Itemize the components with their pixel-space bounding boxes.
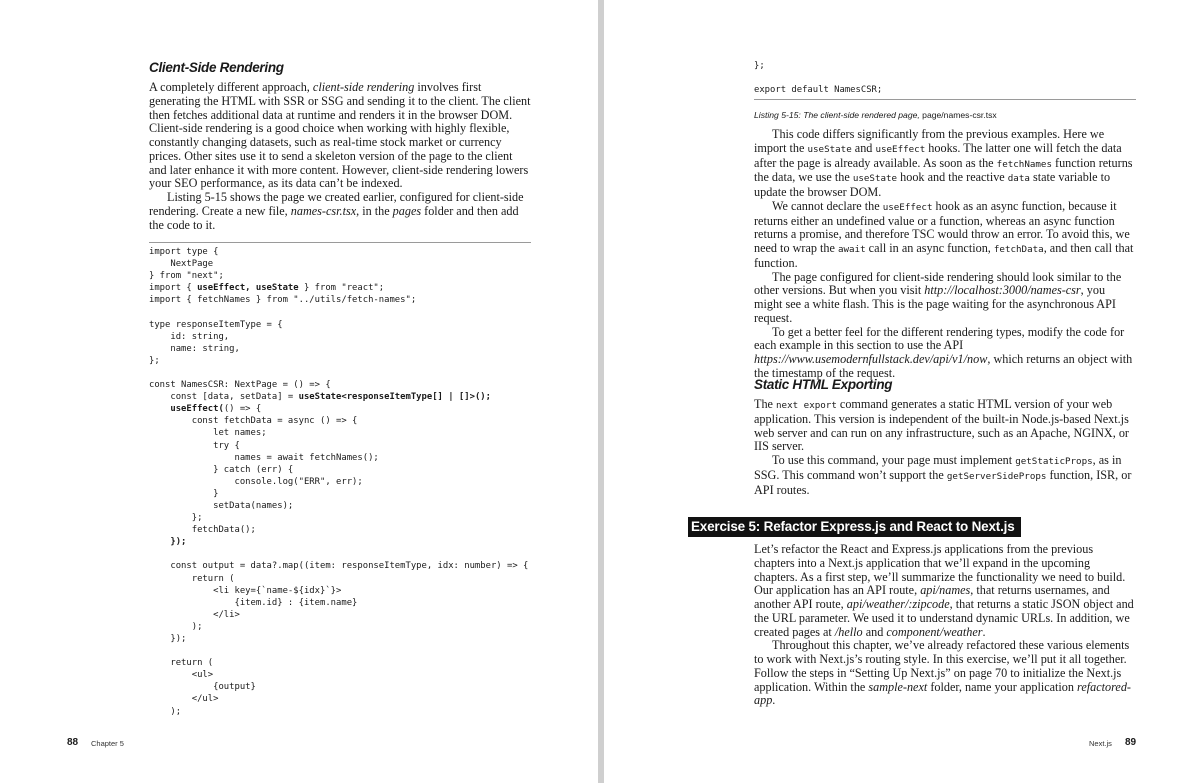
paragraph [754, 271, 1136, 326]
left-page [0, 0, 598, 783]
emphasis: /hello [834, 624, 863, 639]
text-run: folder and then add the code to it. [149, 203, 519, 232]
text-run: function returns the data, we use the [754, 155, 1133, 185]
code-line: }; [149, 513, 203, 524]
text-run: , that returns a static JSON object and the URL parameter. We used it to understand dynamic URLs. In addition, we created pages at [754, 597, 1134, 639]
paragraph [754, 543, 1136, 639]
emphasis: sample-next [868, 679, 928, 694]
code-line: const output = data?.map((item: responseItemType, idx: number) => { [149, 561, 529, 572]
caption-filename: page/names-csr.tsx [922, 110, 997, 120]
code-line: return ( [149, 658, 214, 669]
emphasis: api/weather/:zipcode [846, 597, 950, 611]
text-run: , you might see a white flash. This is the page waiting for the asynchronous API request. [754, 283, 1116, 325]
text-run: hook and the reactive [897, 170, 1008, 185]
code-line: }; [149, 355, 160, 366]
inline-code: useEffect [875, 143, 926, 155]
code-line: return ( [149, 573, 235, 584]
text-run: folder, name your application [927, 679, 1078, 694]
page-number: 88 [67, 737, 79, 748]
code-line: } [149, 488, 219, 499]
caption-label: Listing 5-15: The client-side rendered page, [754, 110, 923, 120]
code-line: ); [149, 621, 203, 632]
inline-code: fetchNames [996, 158, 1052, 170]
text-run: hook as an async function, because it returns either an undefined value or a function, whereas an async function returns a promise, and therefore TSC would throw an error. To avoid this, we need to wrap the [754, 198, 1130, 255]
text-run: , and then call that function. [754, 241, 1134, 270]
paragraph [754, 326, 1136, 381]
text-run: We cannot declare the [772, 198, 883, 213]
code-line: name: string, [149, 343, 240, 354]
exercise-heading: Exercise 5: Refactor Express.js and React to Next.js [688, 517, 1021, 537]
inline-code: useState [852, 173, 898, 185]
listing-top-rule [149, 242, 531, 243]
text-run: To use this command, your page must implement [772, 453, 1016, 467]
paragraph [754, 454, 1136, 497]
text-run: hooks. The latter one will fetch the data after the page is already available. As soon as the [754, 140, 1122, 170]
code-line: }; [754, 61, 765, 71]
paragraph [754, 639, 1136, 708]
code-listing-continued [754, 60, 882, 96]
inline-code: getServerSideProps [946, 470, 1047, 482]
text-run: , as in SSG. This command won’t support the [754, 453, 1122, 482]
text-run: Throughout this chapter, we’ve already refactored these various elements to work with Next.js’s routing style. In this exercise, we’ll put it all together. Follow the steps in “Setting Up Next.js” on page 70 to initialize the Next.js application. Within the [754, 638, 1130, 694]
emphasis: names-csr.tsx [290, 203, 357, 218]
listing-bottom-rule [754, 99, 1136, 100]
text-run: To get a better feel for the different rendering types, modify the code for each example in this section to use the API [754, 324, 1125, 353]
right-page [604, 0, 1200, 783]
section-heading: Static HTML Exporting [754, 377, 893, 392]
emphasis: api/names [920, 583, 971, 598]
code-line: let names; [149, 428, 267, 439]
code-line: setData(names); [149, 500, 294, 511]
running-head: Next.js [1089, 739, 1112, 748]
emphasis: https://www.usemodernfullstack.dev/api/v1/now [754, 352, 988, 366]
paragraph [754, 200, 1136, 271]
code-line: ); [149, 706, 182, 717]
text-run: Listing 5-15 shows the page we created earlier, configured for client-side rendering. Create a new file, [149, 190, 524, 218]
text-run: involves first generating the HTML with SSR or SSG and sending it to the client. The client then fetches additional data at runtime and renders it in the browser DOM. Client-side rendering is a good choice when working with highly flexible, constantly changing datasets, such as real-time stock market or currency prices. Other sites use it to send a skeleton version of the page to the client and later enhance it with more content. However, client-side rendering lowers your SEO performance, as its data can’t be indexed. [149, 80, 531, 191]
text-run: The page configured for client-side rendering should look similar to the other versions. But when you visit [754, 269, 1122, 298]
emphasis: refactored-app [754, 679, 1131, 708]
text-run: This code differs significantly from the previous examples. Here we import the [754, 127, 1105, 155]
inline-code: await [837, 244, 866, 255]
text-run: Let’s refactor the React and Express.js applications from the previous chapters into a Next.js application that we’ll expand in the upcoming chapters. As a first step, we’ll summarize the functionality we need to build. Our application has an API route, [754, 542, 1126, 598]
text-run: . [982, 624, 986, 639]
code-line: } from "next"; [149, 271, 224, 282]
inline-code: useState [807, 143, 852, 155]
code-line: {output} [149, 682, 256, 693]
code-line: </ul> [149, 694, 219, 705]
code-line: try { [149, 440, 240, 451]
code-line: <li key={`name-${idx}`}> [149, 585, 342, 596]
section-heading: Client-Side Rendering [149, 60, 284, 75]
code-line: type responseItemType = { [149, 319, 283, 330]
code-line: </li> [149, 609, 240, 620]
inline-code: getStaticProps [1015, 456, 1093, 467]
text-run: The [754, 397, 776, 411]
page-number: 89 [1125, 737, 1137, 748]
code-line: const fetchData = async () => { [149, 416, 358, 427]
body-text-block [754, 543, 1136, 708]
text-run: call in an async function, [865, 241, 994, 255]
code-line: } catch (err) { [149, 464, 294, 475]
text-run: A completely different approach, [149, 80, 313, 94]
text-run: , which returns an object with the timestamp of the request. [754, 352, 1133, 380]
code-line: fetchData(); [149, 525, 256, 536]
code-line: }); [149, 634, 187, 644]
emphasis: client-side rendering [312, 80, 415, 94]
text-run: , in the [356, 203, 393, 218]
code-line: id: string, [149, 331, 230, 342]
code-line: import { useEffect, useState } from "react"; [149, 283, 385, 294]
code-line: import { fetchNames } from "../utils/fetch-names"; [149, 295, 417, 306]
code-line: useEffect(() => { [170, 404, 262, 415]
text-run: and [862, 624, 887, 639]
code-line: const NamesCSR: NextPage = () => { [149, 380, 331, 391]
code-line: NextPage [149, 259, 214, 270]
text-run: function, ISR, or API routes. [754, 467, 1132, 497]
code-line: }); [170, 537, 187, 548]
paragraph [149, 81, 531, 191]
code-line: const [data, setData] = useState<responseItemType[] | []>(); [149, 392, 491, 403]
body-text-block [754, 128, 1136, 381]
inline-code: data [1007, 173, 1030, 185]
running-head: Chapter 5 [91, 739, 124, 748]
paragraph [754, 398, 1136, 454]
code-line: console.log("ERR", err); [149, 476, 363, 487]
code-line: names = await fetchNames(); [149, 452, 379, 463]
listing-caption [754, 110, 997, 120]
code-line: {item.id} : {item.name} [149, 597, 358, 608]
emphasis: http://localhost:3000/names-csr [924, 283, 1081, 298]
code-line: export default NamesCSR; [754, 85, 883, 96]
code-listing [149, 246, 528, 718]
text-run: state variable to update the browser DOM. [754, 170, 1111, 199]
code-line: <ul> [149, 670, 214, 681]
body-text-block [754, 398, 1136, 497]
text-run: , that returns usernames, and another API route, [754, 583, 1110, 611]
text-run: and [851, 140, 876, 155]
text-run: . [772, 693, 776, 708]
body-text-block [149, 81, 531, 232]
text-run: command generates a static HTML version of your web application. This version is independent of the built-in Node.js-based Next.js web server and can run on any infrastructure, such as an Apache, NGINX, or IIS server. [754, 397, 1129, 454]
emphasis: pages [392, 203, 422, 218]
paragraph [754, 128, 1136, 200]
inline-code: useEffect [882, 201, 933, 213]
inline-code: fetchData [993, 244, 1044, 255]
inline-code: next export [776, 400, 837, 411]
paragraph [149, 191, 531, 232]
emphasis: component/weather [886, 624, 983, 639]
code-line: import type { [149, 247, 219, 257]
